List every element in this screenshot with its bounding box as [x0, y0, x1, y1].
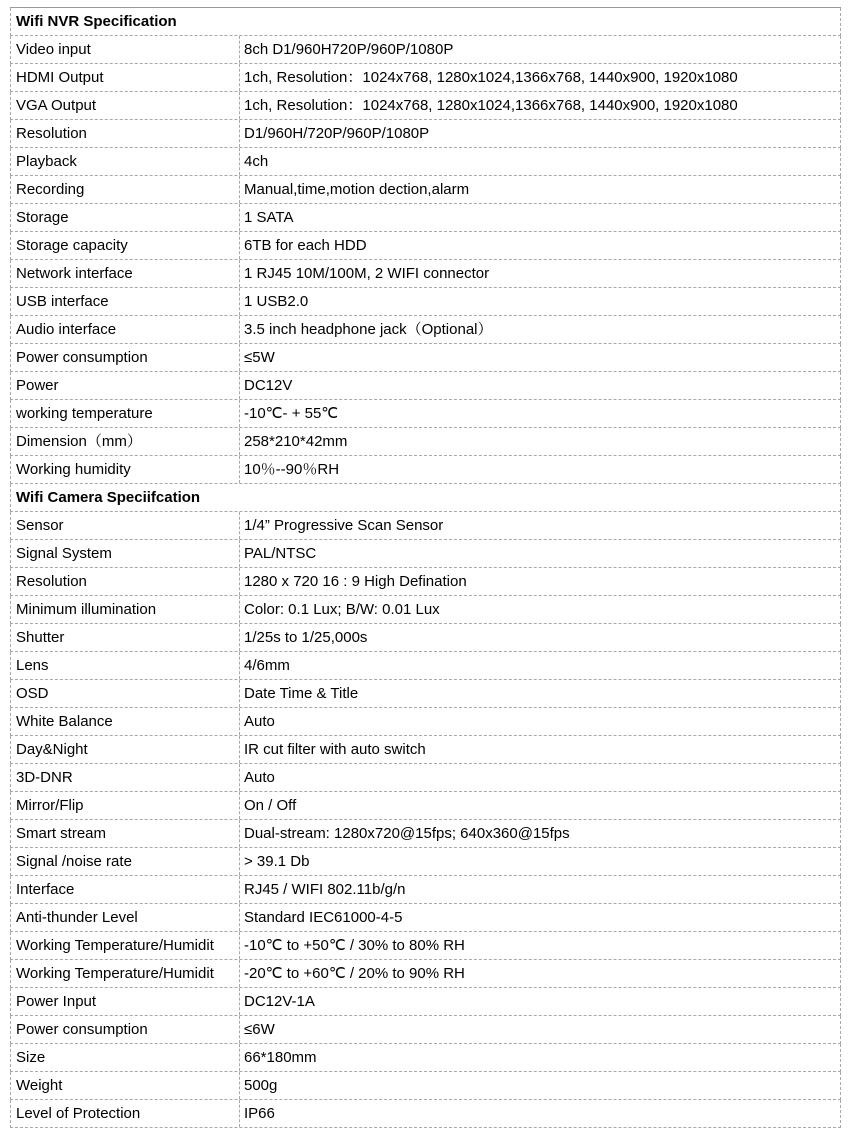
spec-label: USB interface	[11, 288, 240, 315]
spec-value: ≤6W	[244, 1021, 275, 1038]
spec-value: 4/6mm	[244, 657, 290, 674]
spec-sheet	[10, 7, 841, 1128]
spec-row	[10, 876, 841, 904]
spec-value: 1/4” Progressive Scan Sensor	[244, 517, 444, 534]
spec-row	[10, 428, 841, 456]
spec-row	[10, 960, 841, 988]
camera-spec-rows	[10, 512, 841, 1128]
spec-row	[10, 456, 841, 484]
spec-row	[10, 848, 841, 876]
spec-row	[10, 1044, 841, 1072]
spec-label: Working Temperature/Humidit	[11, 932, 240, 959]
spec-row	[10, 680, 841, 708]
spec-value: 3.5 inch headphone jack（Optional）	[244, 321, 493, 338]
spec-label: Working humidity	[11, 456, 240, 483]
spec-row	[10, 92, 841, 120]
spec-row	[10, 148, 841, 176]
spec-label: Sensor	[11, 512, 240, 539]
spec-value: 500g	[244, 1077, 278, 1094]
spec-row	[10, 904, 841, 932]
spec-value: 10％--90％RH	[244, 461, 340, 478]
spec-value: Auto	[244, 769, 275, 786]
spec-value: DC12V	[244, 377, 293, 394]
spec-value: Date Time & Title	[244, 685, 359, 702]
spec-row	[10, 540, 841, 568]
spec-value: ≤5W	[244, 349, 275, 366]
spec-row	[10, 792, 841, 820]
spec-value: PAL/NTSC	[244, 545, 317, 562]
spec-row	[10, 288, 841, 316]
spec-row	[10, 1072, 841, 1100]
spec-row	[10, 176, 841, 204]
spec-label: Storage capacity	[11, 232, 240, 259]
spec-value: 1 SATA	[244, 209, 294, 226]
spec-label: Level of Protection	[11, 1100, 240, 1127]
spec-value: 66*180mm	[244, 1049, 317, 1066]
spec-value: Auto	[244, 713, 275, 730]
spec-row	[10, 512, 841, 540]
spec-value: > 39.1 Db	[244, 853, 310, 870]
spec-row	[10, 372, 841, 400]
spec-label: Weight	[11, 1072, 240, 1099]
spec-value: IR cut filter with auto switch	[244, 741, 426, 758]
spec-label: working temperature	[11, 400, 240, 427]
spec-value: 6TB for each HDD	[244, 237, 367, 254]
spec-label: VGA Output	[11, 92, 240, 119]
spec-row	[10, 64, 841, 92]
spec-row	[10, 708, 841, 736]
spec-value: 1280 x 720 16 : 9 High Defination	[244, 573, 467, 590]
spec-row	[10, 260, 841, 288]
spec-label: Network interface	[11, 260, 240, 287]
spec-value: RJ45 / WIFI 802.11b/g/n	[244, 881, 406, 898]
nvr-section-header	[10, 8, 841, 36]
spec-row	[10, 596, 841, 624]
spec-row	[10, 400, 841, 428]
spec-label: Power consumption	[11, 1016, 240, 1043]
spec-row	[10, 568, 841, 596]
spec-value: Color: 0.1 Lux; B/W: 0.01 Lux	[244, 601, 440, 618]
spec-label: Audio interface	[11, 316, 240, 343]
spec-value: Dual-stream: 1280x720@15fps; 640x360@15fps	[244, 825, 570, 842]
spec-label: Video input	[11, 36, 240, 63]
spec-value: Standard IEC61000-4-5	[244, 909, 403, 926]
spec-label: 3D-DNR	[11, 764, 240, 791]
spec-value: -20℃ to +60℃ / 20% to 90% RH	[244, 965, 465, 982]
spec-row	[10, 36, 841, 64]
spec-label: Working Temperature/Humidit	[11, 960, 240, 987]
spec-row	[10, 1016, 841, 1044]
spec-value: 1/25s to 1/25,000s	[244, 629, 368, 646]
spec-label: Resolution	[11, 568, 240, 595]
spec-label: Playback	[11, 148, 240, 175]
spec-value: 1ch, Resolution：1024x768, 1280x1024,1366x768, 1440x900, 1920x1080	[244, 97, 738, 114]
spec-row	[10, 120, 841, 148]
spec-label: Dimension（mm）	[11, 428, 240, 455]
spec-value: -10℃ to +50℃ / 30% to 80% RH	[244, 937, 465, 954]
spec-value: 1 USB2.0	[244, 293, 309, 310]
spec-label: Minimum illumination	[11, 596, 240, 623]
camera-section-title: Wifi Camera Speciifcation	[16, 489, 201, 506]
spec-row	[10, 232, 841, 260]
spec-row	[10, 624, 841, 652]
spec-value: DC12V-1A	[244, 993, 315, 1010]
spec-label: Smart stream	[11, 820, 240, 847]
spec-value: IP66	[244, 1105, 275, 1122]
spec-row	[10, 204, 841, 232]
spec-row	[10, 820, 841, 848]
spec-label: OSD	[11, 680, 240, 707]
spec-label: Signal System	[11, 540, 240, 567]
spec-row	[10, 344, 841, 372]
spec-label: Power consumption	[11, 344, 240, 371]
spec-label: White Balance	[11, 708, 240, 735]
spec-label: Mirror/Flip	[11, 792, 240, 819]
spec-value: 1ch, Resolution：1024x768, 1280x1024,1366x768, 1440x900, 1920x1080	[244, 69, 738, 86]
spec-label: Power	[11, 372, 240, 399]
spec-value: 4ch	[244, 153, 269, 170]
nvr-section-title: Wifi NVR Specification	[16, 13, 177, 30]
spec-row	[10, 652, 841, 680]
spec-label: Power Input	[11, 988, 240, 1015]
spec-label: Lens	[11, 652, 240, 679]
spec-value: 8ch D1/960H720P/960P/1080P	[244, 41, 454, 58]
nvr-spec-rows	[10, 36, 841, 484]
spec-row	[10, 316, 841, 344]
spec-value: Manual,time,motion dection,alarm	[244, 181, 470, 198]
spec-row	[10, 736, 841, 764]
spec-label: Size	[11, 1044, 240, 1071]
spec-label: Anti-thunder Level	[11, 904, 240, 931]
spec-label: Day&Night	[11, 736, 240, 763]
spec-row	[10, 764, 841, 792]
spec-label: Signal /noise rate	[11, 848, 240, 875]
spec-label: Shutter	[11, 624, 240, 651]
spec-label: HDMI Output	[11, 64, 240, 91]
spec-label: Interface	[11, 876, 240, 903]
spec-value: D1/960H/720P/960P/1080P	[244, 125, 430, 142]
spec-value: 1 RJ45 10M/100M, 2 WIFI connector	[244, 265, 490, 282]
spec-value: 258*210*42mm	[244, 433, 348, 450]
spec-label: Resolution	[11, 120, 240, 147]
spec-row	[10, 988, 841, 1016]
camera-section-header	[10, 484, 841, 512]
spec-row	[10, 1100, 841, 1128]
spec-row	[10, 932, 841, 960]
spec-value: -10℃- + 55℃	[244, 405, 339, 422]
spec-label: Storage	[11, 204, 240, 231]
spec-value: On / Off	[244, 797, 297, 814]
spec-label: Recording	[11, 176, 240, 203]
